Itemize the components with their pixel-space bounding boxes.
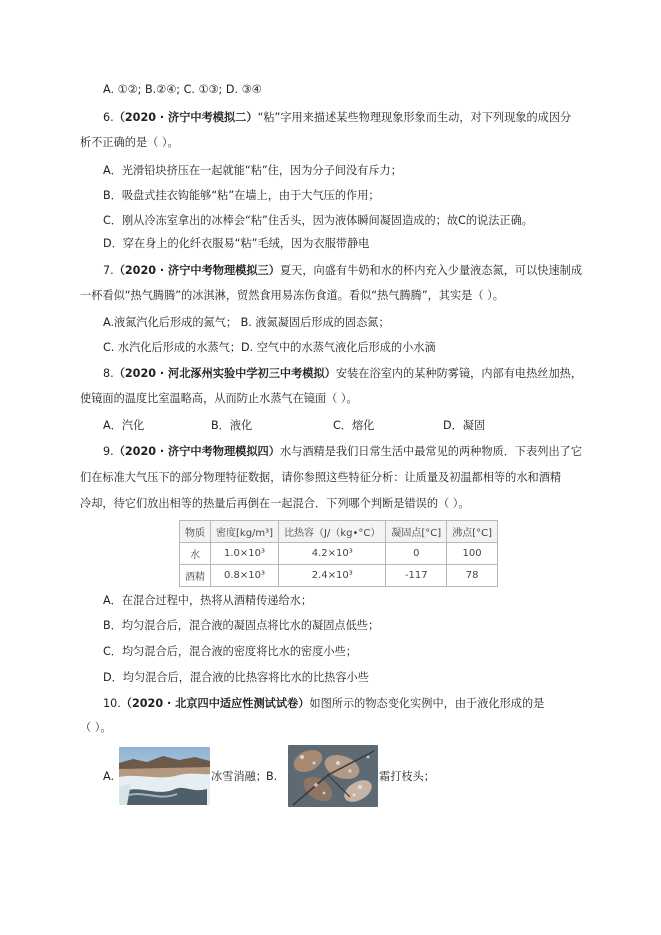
q10-stem-1: 如图所示的物态变化实例中，由于液化形成的是 [309,697,545,710]
q10-number: 10. [103,697,121,710]
frosted-leaves-image [288,745,378,807]
table-header-cell: 沸点[°C] [447,521,498,543]
table-header-row [180,521,498,543]
table-cell: 100 [447,543,498,565]
q7-stem-1: 夏天，向盛有牛奶和水的杯内充入少量液态氮，可以快速制成 [279,264,583,277]
q9-option-c: C．均匀混合后，混合液的密度将比水的密度小些； [103,645,357,658]
table-header-cell: 凝固点[°C] [386,521,447,543]
q9-number: 9. [103,445,114,458]
q10-option-a-letter: A. [103,770,115,783]
q10-option-a-text: 冰雪消融； [211,770,267,783]
q6-option-b: B．吸盘式挂衣钩能够“粘”在墙上，由于大气压的作用； [103,189,380,202]
q9-stem-1: 水与酒精是我们日常生活中最常见的两种物质．下表列出了它 [279,445,583,458]
q7-stem-line-2: 一杯看似“热气腾腾”的冰淇淋，贸然食用易冻伤食道。看似“热气腾腾”，其实是（ ）。 [80,289,504,302]
q5-options-line: A. ①②; B.②④; C. ①③; D. ③④ [103,83,262,96]
table-header-cell: 密度[kg/m³] [211,521,279,543]
q10-stem-line-2: （ ）。 [80,721,112,734]
q8-stem-line-1 [103,366,582,382]
q6-stem-line-2: 析不正确的是（ ）。 [80,136,179,149]
q7-source: （2020 · 济宁中考物理模拟三） [113,264,280,277]
q10-source: （2020 · 北京四中适应性测试试卷） [120,697,310,710]
table-cell: 酒精 [180,565,211,587]
q9-source: （2020 · 济宁中考物理模拟四） [113,445,280,458]
table-cell: 0 [386,543,447,565]
q6-stem-1: “粘”字用来描述某些物理现象形象而生动，对下列现象的成因分 [257,111,572,124]
q6-source: （2020 · 济宁中考模拟二） [113,111,258,124]
q9-option-d: D．均匀混合后，混合液的比热容将比水的比热容小些 [103,671,369,684]
q6-option-c: C．刚从冷冻室拿出的冰棒会“粘”住舌头，因为液体瞬间凝固造成的；故C的说法正确。 [103,214,533,227]
q8-stem-1: 安装在浴室内的某种防雾镜，内部有电热丝加热， [335,367,583,380]
q8-option-a: A．汽化 [103,419,145,432]
q9-option-a: A．在混合过程中，热将从酒精传递给水； [103,594,313,607]
table-cell: 1.0×10³ [211,543,279,565]
properties-table [179,520,498,587]
q8-option-b: B．液化 [211,419,253,432]
q10-option-b-letter: B. [266,770,278,783]
q8-stem-line-2: 使镜面的温度比室温略高，从而防止水蒸气在镜面（ ）。 [80,392,358,405]
q8-option-c: C．熔化 [333,419,375,432]
table-row [180,565,498,587]
q10-option-b-text: 霜打枝头； [379,770,435,783]
table-cell: 4.2×10³ [279,543,386,565]
q6-option-d: D．穿在身上的化纤衣服易“粘”毛绒，因为衣服带静电 [103,237,370,250]
q8-option-d: D．凝固 [443,419,486,432]
table-row [180,543,498,565]
q9-stem-line-2: 们在标准大气压下的部分物理特征数据，请你参照这些特征分析：让质量及初温都相等的水和酒精 [80,471,562,484]
q9-stem-line-1 [103,444,582,460]
table-cell: 0.8×10³ [211,565,279,587]
q10-stem-line-1 [103,696,544,712]
melting-snow-image [119,747,210,805]
table-cell: 2.4×10³ [279,565,386,587]
q6-option-a: A．光滑铅块挤压在一起就能“粘”住，因为分子间没有斥力； [103,164,402,177]
table-cell: 水 [180,543,211,565]
q8-number: 8. [103,367,114,380]
q9-stem-line-3: 冷却，待它们放出相等的热量后再倒在一起混合．下列哪个判断是错误的（ ）。 [80,497,470,510]
table-header-cell: 物质 [180,521,211,543]
q9-option-b: B．均匀混合后，混合液的凝固点将比水的凝固点低些； [103,619,380,632]
table-cell: 78 [447,565,498,587]
q6-stem-line-1 [103,110,571,126]
table-cell: -117 [386,565,447,587]
q6-number: 6. [103,111,114,124]
q7-options-ab: A.液氮汽化后形成的氮气； B. 液氮凝固后形成的固态氮； [103,316,390,329]
table-header-cell: 比热容（J/（kg•°C） [279,521,386,543]
q7-stem-line-1 [103,263,582,279]
q7-number: 7. [103,264,114,277]
q8-source: （2020 · 河北涿州实验中学初三中考模拟） [113,367,336,380]
q7-options-cd: C. 水汽化后形成的水蒸气；D. 空气中的水蒸气液化后形成的小水滴 [103,341,436,354]
